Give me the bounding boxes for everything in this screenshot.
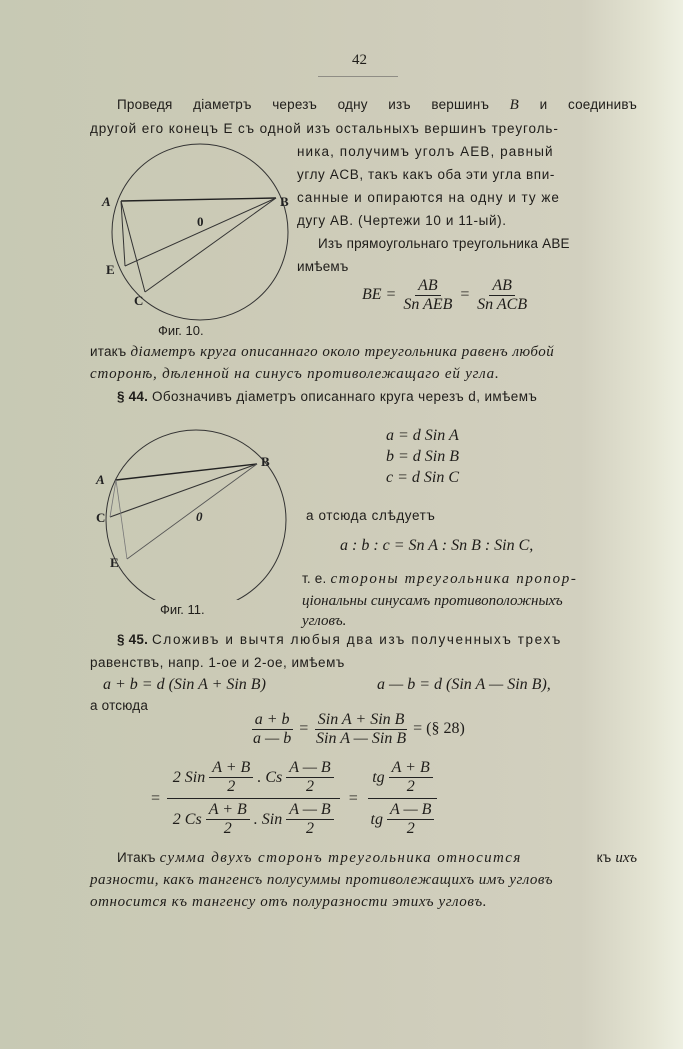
figure-10 <box>95 135 295 325</box>
para1-line4: углу ACB, такъ какъ оба эти угла впи- <box>297 167 555 182</box>
formula-lhs: BE = <box>362 286 397 304</box>
fig10-label-c: C <box>134 293 144 308</box>
section44-line <box>117 389 537 404</box>
fraction <box>387 801 434 838</box>
fig10-caption: Фиг. 10. <box>158 323 204 338</box>
tg-label: tg <box>372 768 385 786</box>
word: къ <box>596 850 612 865</box>
word: изъ <box>388 97 411 112</box>
main-fraction <box>167 759 340 838</box>
fraction <box>209 759 253 796</box>
denominator: Sn ACB <box>477 296 528 313</box>
denominator: 2 <box>223 820 232 837</box>
eq-b: b = d Sin B <box>386 448 460 465</box>
denominator: a — b <box>253 730 292 747</box>
numerator: AB <box>415 277 441 296</box>
conclusion1-line2: сторонѣ, дѣленной на синусъ противолежащаго ей угла. <box>90 366 500 382</box>
main-numerator <box>167 759 340 799</box>
italic-text: ихъ <box>615 850 637 866</box>
denominator: 2 <box>227 778 236 795</box>
eq-sum: a + b = d (Sin A + Sin B) <box>103 676 266 693</box>
numerator: A + B <box>389 759 433 778</box>
word: одну <box>337 97 368 112</box>
numerator: A + B <box>209 759 253 778</box>
equals: = <box>459 286 471 304</box>
fraction <box>474 277 530 314</box>
denominator: 2 <box>305 820 314 837</box>
denominator: Sin A — Sin B <box>316 730 407 747</box>
fig11-label-b: B <box>261 454 270 469</box>
fig11-label-e: E <box>110 555 119 570</box>
section45-line2: равенствъ, напр. 1-ое и 2-ое, имѣемъ <box>90 655 345 670</box>
ratio-formula <box>250 711 465 748</box>
para1-line2: другой его конецъ E съ одной изъ остальныхъ вершинъ треуголь- <box>90 121 559 136</box>
fig10-label-e: E <box>106 262 115 277</box>
denominator: 2 <box>406 820 415 837</box>
eq-diff: a — b = d (Sin A — Sin B), <box>377 676 551 693</box>
conclusion2-line1 <box>117 849 637 867</box>
section-text: Сложивъ и вычтя любыя два изъ полученныхъ трехъ <box>151 632 562 647</box>
conclusion2-line3: относится къ тангенсу отъ полуразности этихъ угловъ. <box>90 894 488 910</box>
section-text: Обозначивъ діаметръ описаннаго круга черезъ d, имѣемъ <box>151 389 538 404</box>
word: соединивъ <box>567 97 637 112</box>
equals: = <box>150 789 161 807</box>
para1-line8: имѣемъ <box>297 259 349 274</box>
fig11-label-c: C <box>96 510 106 525</box>
numerator: a + b <box>252 711 293 730</box>
denominator: Sn AEB <box>403 296 453 313</box>
conclusion1-line1 <box>90 343 554 361</box>
numerator: A + B <box>206 801 250 820</box>
den-coef: 2 Cs <box>172 810 202 828</box>
word: черезъ <box>272 97 317 112</box>
te-abbrev: т. е. <box>302 571 327 586</box>
section45-line1 <box>117 632 562 647</box>
numerator: A — B <box>286 801 333 820</box>
fig10-label-o: 0 <box>197 214 204 229</box>
word: и <box>539 97 548 112</box>
hence-text: а отсюда <box>90 698 149 713</box>
section-heading: § 45. <box>117 632 149 647</box>
tg-numerator <box>368 759 437 799</box>
numerator: AB <box>489 277 515 296</box>
fraction <box>250 711 294 748</box>
proportion: a : b : c = Sn A : Sn B : Sin C, <box>340 537 534 554</box>
word: діаметръ <box>193 97 252 112</box>
te-line3: угловъ. <box>302 613 347 629</box>
num-mid: . Cs <box>257 768 283 786</box>
numerator: Sin A + Sin B <box>315 711 408 730</box>
page-number: 42 <box>352 52 367 68</box>
para1-line7: Изъ прямоугольнаго треугольника ABE <box>318 236 570 251</box>
denominator: 2 <box>305 778 314 795</box>
follows-text: а отсюда слѣдуетъ <box>306 508 436 523</box>
fig10-label-b: B <box>280 194 289 209</box>
word: вершинъ <box>431 97 490 112</box>
conclusion2-line2: разности, какъ тангенсъ полусуммы противолежащихъ имъ угловъ <box>90 872 554 888</box>
word: Проведя <box>117 97 173 112</box>
fraction <box>206 801 250 838</box>
fraction <box>400 277 455 314</box>
tg-label: tg <box>370 810 383 828</box>
section-ref: = (§ 28) <box>413 720 465 738</box>
num-coef: 2 Sin <box>172 768 206 786</box>
equals: = <box>347 789 359 807</box>
section-heading: § 44. <box>117 389 149 404</box>
den-mid: . Sin <box>253 810 283 828</box>
para1-line5: санные и опираются на одну и ту же <box>297 190 560 205</box>
te-line2: ціональны синусамъ противоположныхъ <box>302 593 563 609</box>
numerator: A — B <box>387 801 434 820</box>
tangent-fraction <box>367 759 439 838</box>
fraction <box>286 801 333 838</box>
math-var: B <box>509 97 520 113</box>
tg-denominator <box>367 799 439 838</box>
fraction <box>286 759 333 796</box>
big-formula <box>150 759 438 838</box>
eq-c: c = d Sin C <box>386 469 460 486</box>
equals: = <box>298 720 310 738</box>
te-line1 <box>302 570 577 588</box>
fig11-caption: Фиг. 11. <box>160 602 205 617</box>
fig11-label-o: 0 <box>196 509 203 524</box>
header-rule <box>318 76 398 77</box>
fig10-label-a: A <box>102 194 111 209</box>
denominator: 2 <box>406 778 415 795</box>
fig11-label-a: A <box>96 472 105 487</box>
figure-11 <box>95 420 295 600</box>
fraction <box>313 711 409 748</box>
formula-be <box>362 277 530 314</box>
italic-text: стороны треугольника пропор- <box>330 571 578 587</box>
lead-word: Итакъ <box>117 850 156 865</box>
main-denominator <box>167 799 340 838</box>
lead-word: итакъ <box>90 344 127 359</box>
numerator: A — B <box>286 759 333 778</box>
italic-text: діаметръ круга описаннаго около треугольника равенъ любой <box>130 344 555 360</box>
eq-a: a = d Sin A <box>386 427 459 444</box>
para1-line6: дугу AB. (Чертежи 10 и 11-ый). <box>297 213 507 228</box>
italic-text: сумма двухъ сторонъ треугольника относится <box>159 850 522 866</box>
para1-line1 <box>117 97 637 114</box>
fraction <box>389 759 433 796</box>
para1-line3: ника, получимъ уголъ AEB, равный <box>297 144 554 159</box>
